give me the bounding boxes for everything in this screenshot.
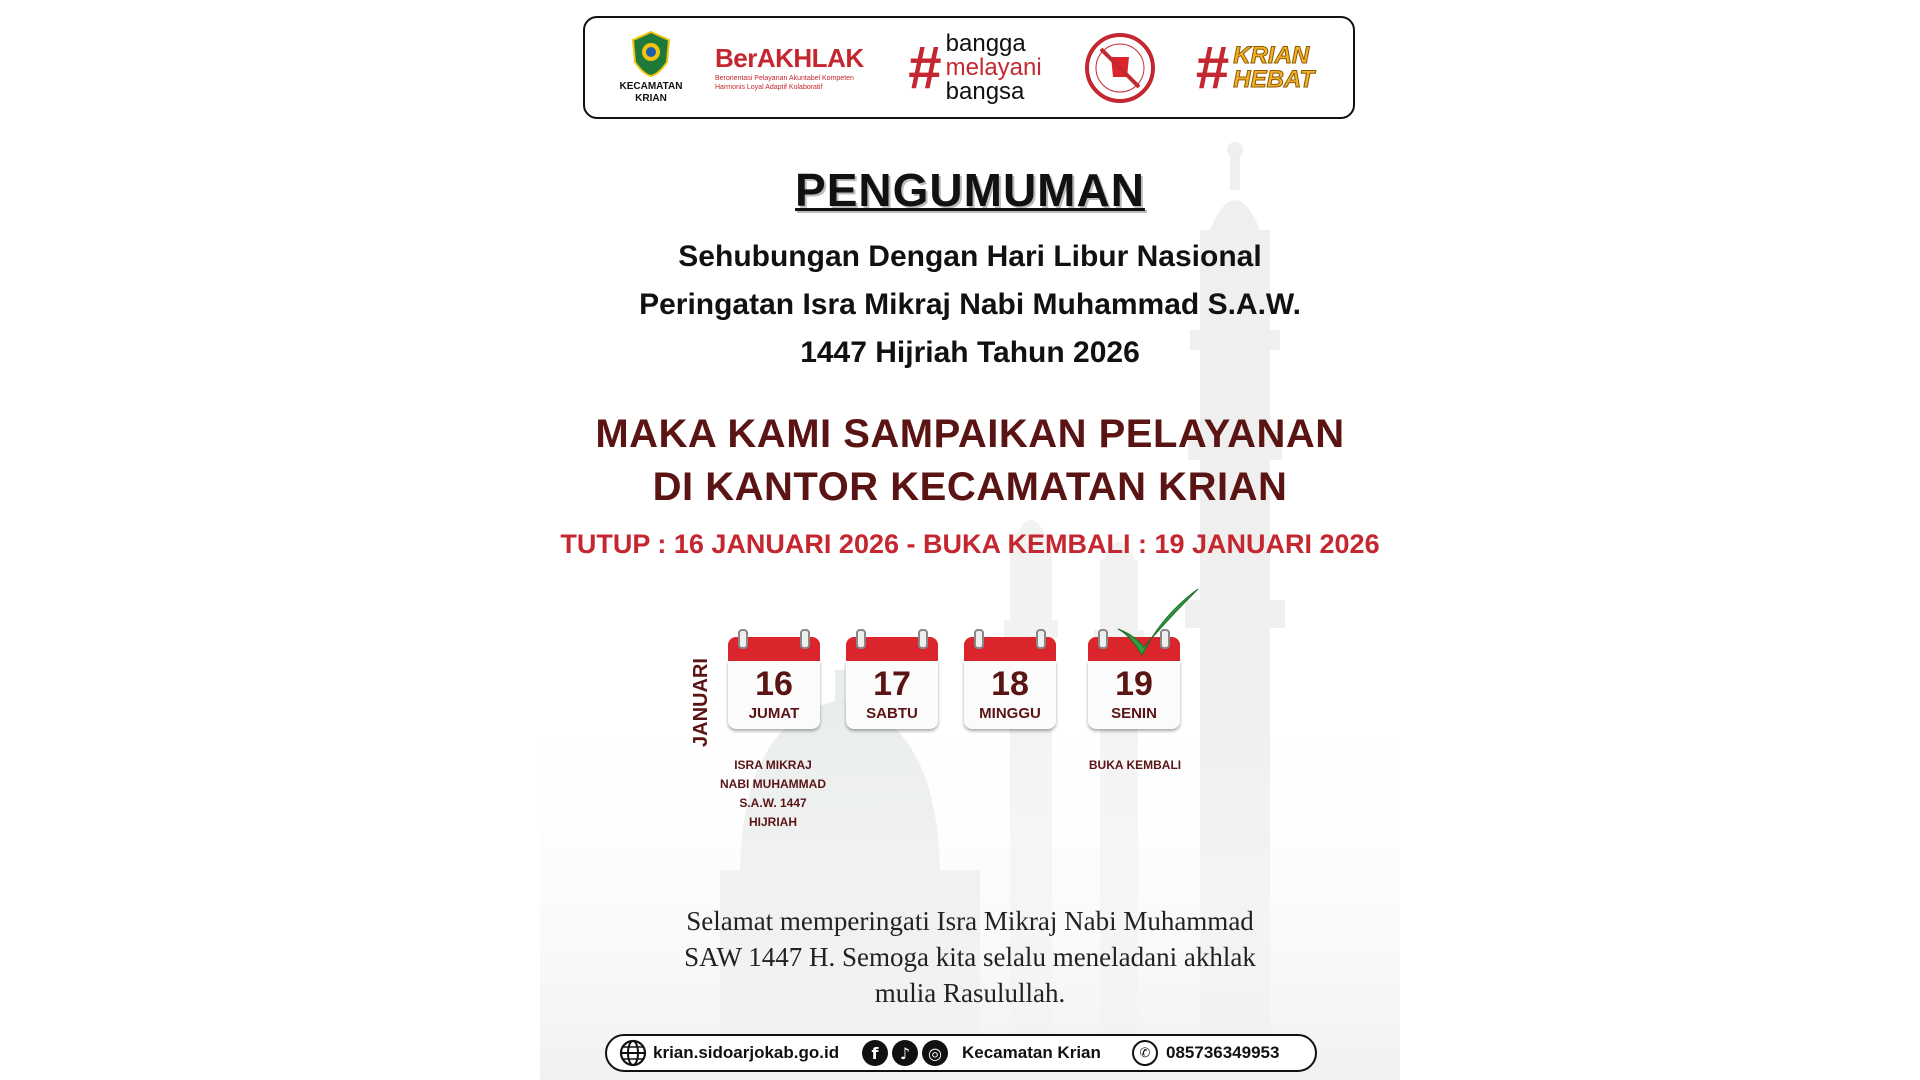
calendar-weekday: JUMAT — [748, 705, 800, 722]
calendar-day-16 — [728, 637, 820, 729]
service-statement-line-2: DI KANTOR KECAMATAN KRIAN — [652, 465, 1288, 509]
berakhlak-subtitle: Berorientasi Pelayanan Akuntabel Kompeten Harmonis Loyal Adaptif Kolaboratif — [715, 75, 854, 91]
kecamatan-text: KECAMATAN — [619, 81, 683, 92]
holiday-note-line: HIJRIAH — [748, 815, 797, 829]
berakhlak-title: BerAKHLAK — [715, 43, 864, 73]
month-label-wrapper — [690, 655, 714, 755]
announcement-title: PENGUMUMAN — [795, 164, 1145, 216]
calendar-date: 19 — [1115, 665, 1153, 703]
footer-contact-bar — [605, 1034, 1317, 1072]
announcement-line-1: Sehubungan Dengan Hari Libur Nasional — [678, 240, 1262, 273]
checkmark-icon — [1112, 585, 1202, 665]
bangga-melayani-bangsa-logo — [895, 18, 1055, 117]
closing-line-2: SAW 1447 H. Semoga kita selalu meneladani akhlak — [684, 942, 1256, 972]
closing-line-3: mulia Rasulullah. — [874, 978, 1066, 1008]
calendar-date: 16 — [755, 665, 793, 703]
social-handle: Kecamatan Krian — [962, 1043, 1101, 1062]
whatsapp-contact[interactable] — [1132, 1036, 1279, 1070]
calendar-day-18 — [964, 637, 1056, 729]
announcement-line-2: Peringatan Isra Mikraj Nabi Muhammad S.A.W. — [639, 288, 1301, 321]
calendar-weekday: MINGGU — [979, 705, 1041, 722]
instagram-icon[interactable]: ◎ — [922, 1040, 948, 1066]
krian-hebat-line2: HEBAT — [1233, 65, 1315, 93]
whatsapp-icon: ✆ — [1132, 1040, 1158, 1066]
kecamatan-krian-logo — [611, 18, 691, 117]
social-media[interactable] — [862, 1036, 1101, 1070]
bmb-line1: bangga — [945, 29, 1026, 57]
krian-hebat-logo — [1175, 18, 1335, 117]
website-link[interactable] — [619, 1036, 839, 1070]
holiday-note-line: NABI MUHAMMAD — [720, 777, 826, 791]
holiday-note — [713, 756, 833, 832]
hashtag-icon: # — [908, 33, 942, 101]
hashtag-icon: # — [1195, 33, 1230, 101]
berakhlak-logo — [715, 18, 885, 117]
kecamatan-emblem-icon — [629, 30, 673, 78]
announcement-line-3: 1447 Hijriah Tahun 2026 — [800, 336, 1140, 369]
tiktok-icon[interactable]: ♪ — [892, 1040, 918, 1066]
holiday-note-line: S.A.W. 1447 — [739, 796, 807, 810]
krian-text: KRIAN — [635, 93, 667, 104]
closure-dates: TUTUP : 16 JANUARI 2026 - BUKA KEMBALI : 19 JANUARI 2026 — [560, 529, 1380, 559]
closing-line-1: Selamat memperingati Isra Mikraj Nabi Muhammad — [686, 906, 1254, 936]
calendar-date: 17 — [873, 665, 911, 703]
calendar-weekday: SENIN — [1111, 705, 1157, 722]
month-label: JANUARI — [690, 658, 712, 747]
closing-message — [540, 903, 1400, 1011]
holiday-note-line: ISRA MIKRAJ — [734, 758, 812, 772]
calendar-date: 18 — [991, 665, 1029, 703]
header-logo-bar — [583, 16, 1355, 119]
bmb-line2: melayani — [945, 53, 1042, 81]
service-statement-line-1: MAKA KAMI SAMPAIKAN PELAYANAN — [595, 412, 1345, 456]
website-text: krian.sidoarjokab.go.id — [653, 1043, 840, 1062]
calendar-day-17 — [846, 637, 938, 729]
bmb-line3: bangsa — [945, 77, 1025, 105]
no-korupsi-badge-icon — [1083, 31, 1157, 105]
no-korupsi-logo — [1075, 18, 1165, 117]
calendar-weekday: SABTU — [866, 705, 918, 722]
reopen-note: BUKA KEMBALI — [1088, 758, 1182, 772]
krian-hebat-line1: KRIAN — [1233, 41, 1310, 69]
facebook-icon[interactable]: f — [862, 1040, 888, 1066]
phone-number: 085736349953 — [1166, 1043, 1280, 1062]
globe-icon — [619, 1039, 647, 1067]
